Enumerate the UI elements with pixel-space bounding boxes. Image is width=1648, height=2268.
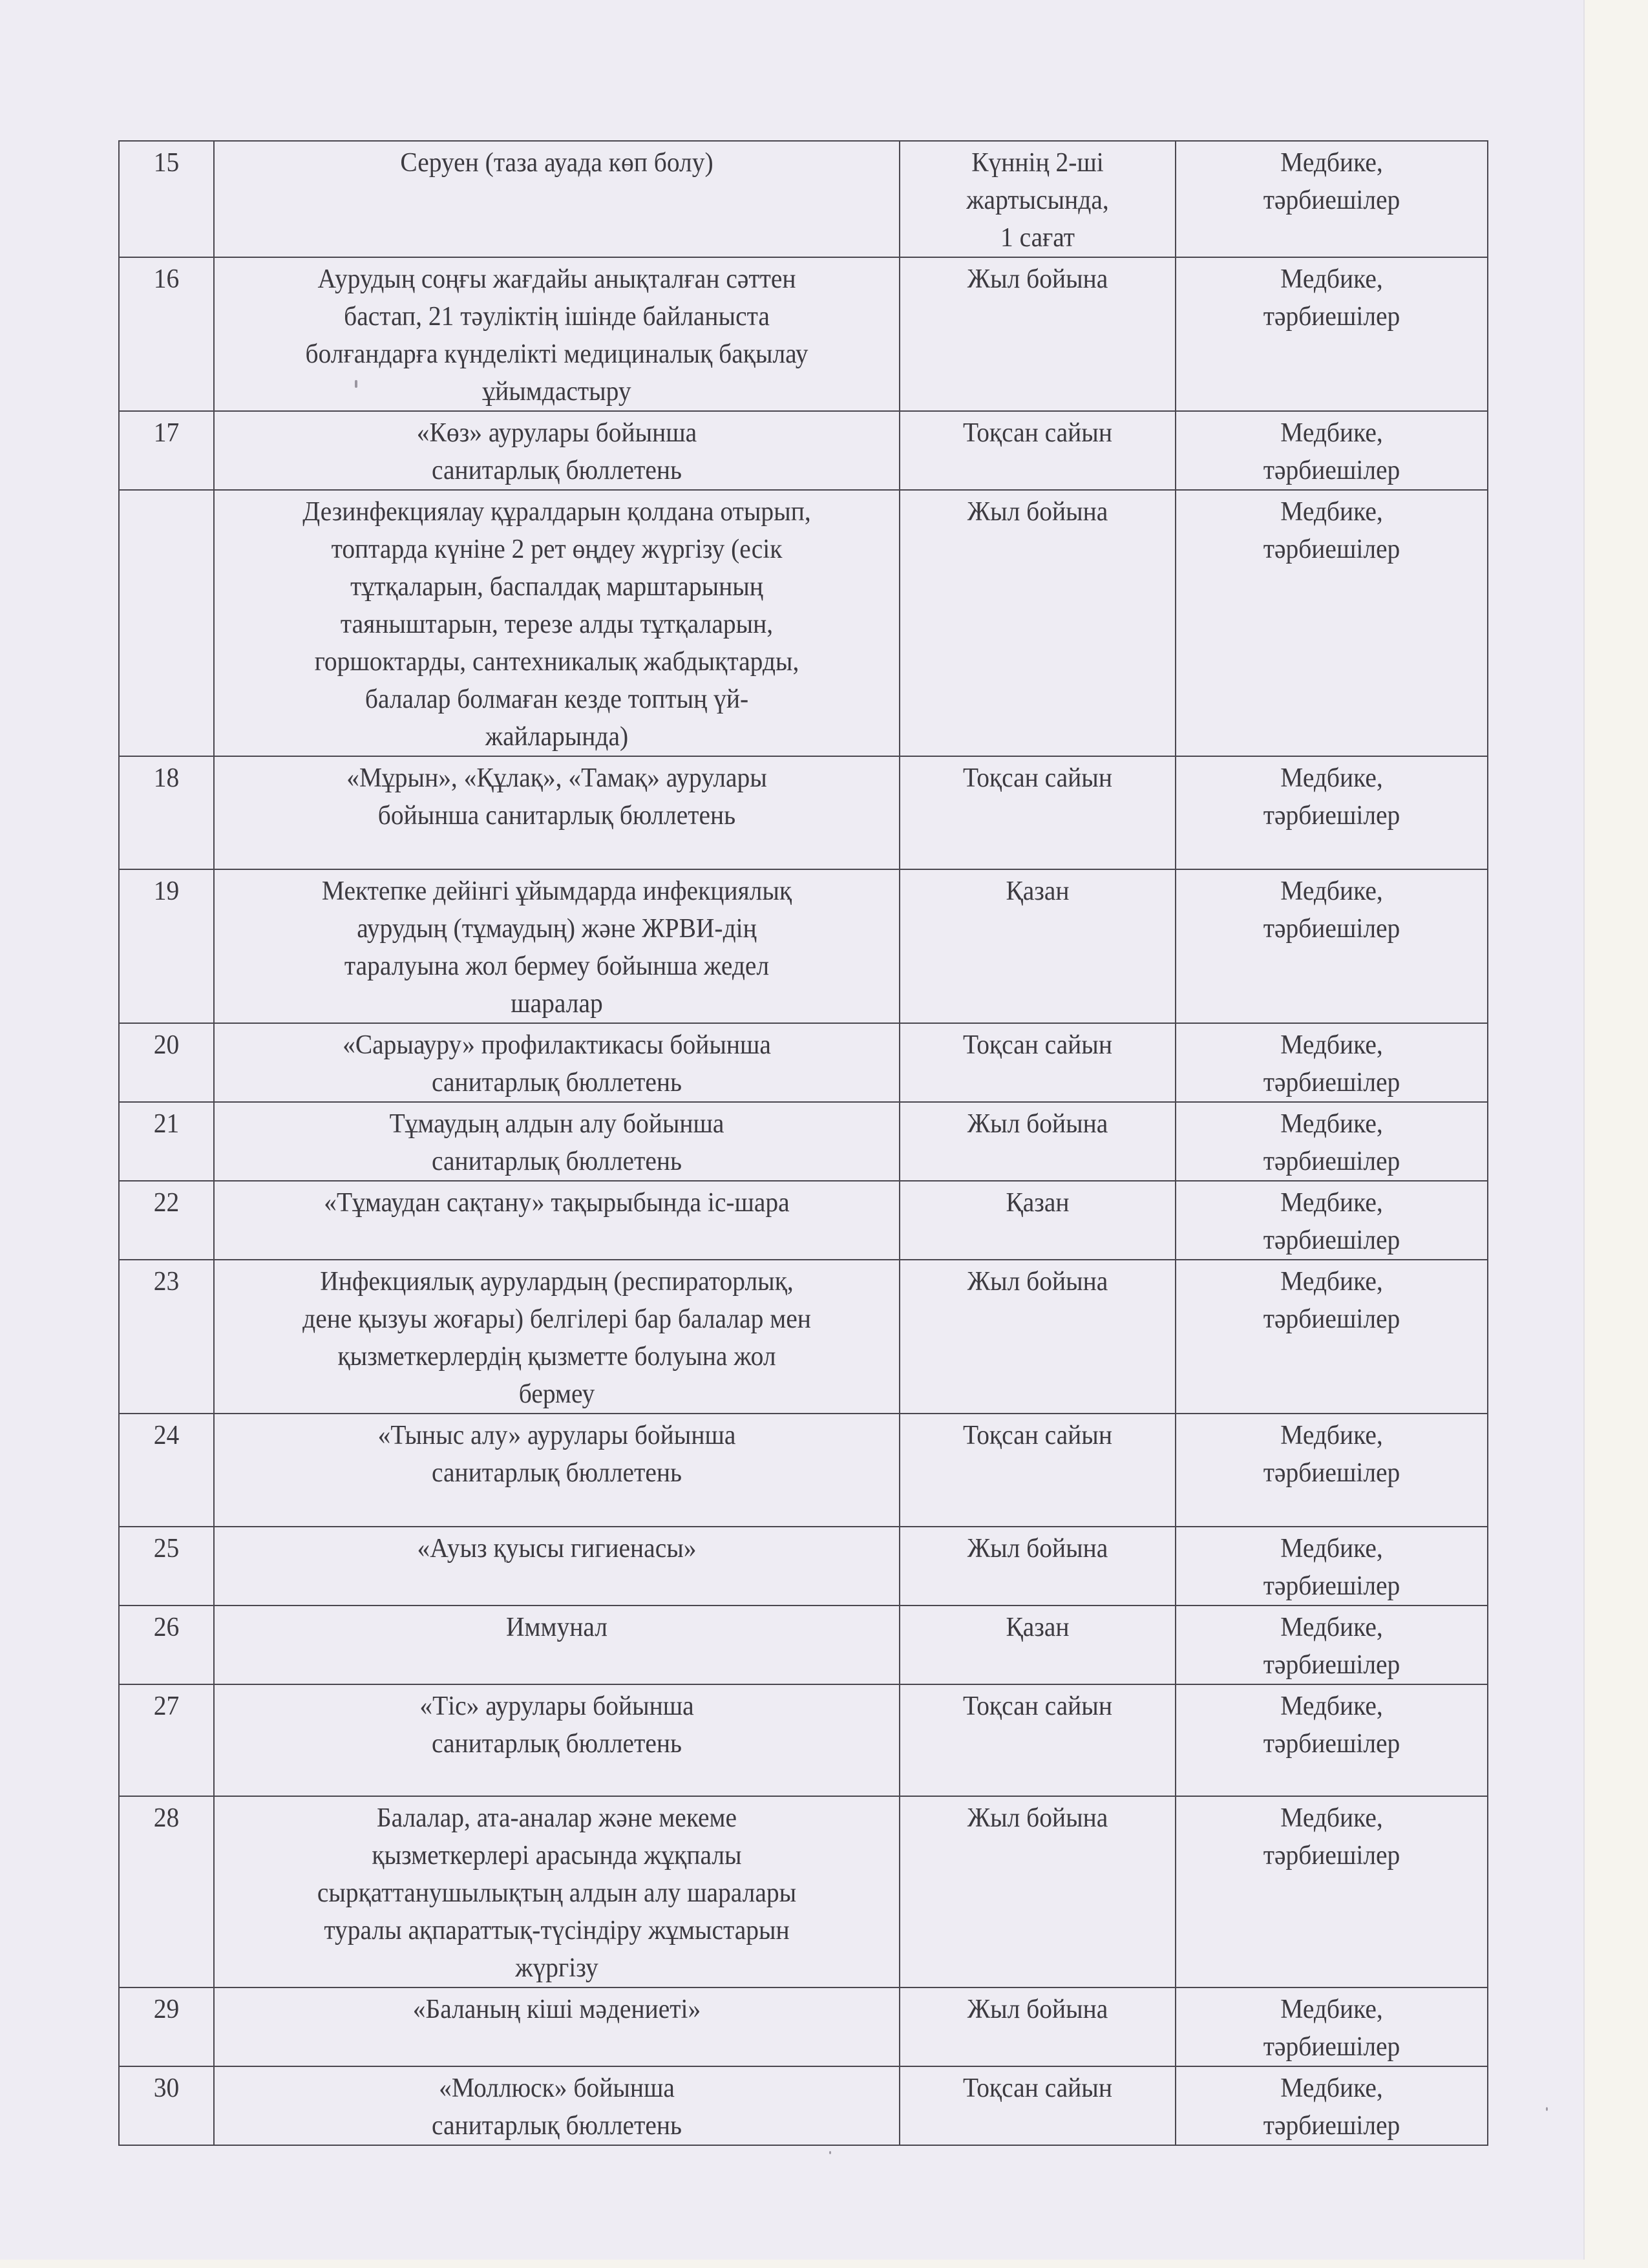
activity-cell-text: «Баланың кіші мәдениеті» xyxy=(412,1995,701,2024)
period-cell-text: Жыл бойына xyxy=(967,1803,1108,1833)
period-cell xyxy=(900,1987,1176,2066)
period-cell xyxy=(900,756,1176,869)
table-row xyxy=(119,1796,1488,1987)
responsible-cell-text: Медбике, xyxy=(1280,763,1383,793)
row-number xyxy=(119,1023,214,1102)
activity-cell xyxy=(214,2066,900,2145)
responsible-cell-text: тәрбиешілер xyxy=(1263,1571,1400,1601)
table-row xyxy=(119,257,1488,411)
row-number-text: 24 xyxy=(153,1421,180,1450)
activity-cell-text: жайларында) xyxy=(485,722,629,752)
period-cell-text: Тоқсан сайын xyxy=(963,1691,1112,1721)
row-number xyxy=(119,490,214,756)
row-number xyxy=(119,756,214,869)
period-cell xyxy=(900,1527,1176,1606)
period-cell-text: Жыл бойына xyxy=(967,1995,1108,2024)
responsible-cell-text: Медбике, xyxy=(1280,497,1383,527)
responsible-cell-text: Медбике, xyxy=(1280,1109,1383,1139)
activity-cell xyxy=(214,1023,900,1102)
activity-cell xyxy=(214,1260,900,1414)
responsible-cell-text: тәрбиешілер xyxy=(1263,302,1400,332)
responsible-cell-text: тәрбиешілер xyxy=(1263,1304,1400,1334)
table-row xyxy=(119,1181,1488,1260)
responsible-cell xyxy=(1176,1796,1488,1987)
period-cell xyxy=(900,1260,1176,1414)
activity-cell-text: «Ауыз қуысы гигиенасы» xyxy=(417,1534,697,1563)
activity-cell xyxy=(214,1181,900,1260)
responsible-cell-text: тәрбиешілер xyxy=(1263,185,1400,215)
table-row xyxy=(119,869,1488,1023)
table-row xyxy=(119,2066,1488,2145)
activity-cell-text: тұтқаларын, баспалдақ марштарының xyxy=(350,572,763,602)
activity-cell xyxy=(214,411,900,490)
activity-cell-text: шаралар xyxy=(511,989,603,1019)
activity-cell-text: Инфекциялық аурулардың (респираторлық, xyxy=(320,1267,794,1297)
responsible-cell xyxy=(1176,869,1488,1023)
activity-cell-text: аурудың (тұмаудың) және ЖРВИ-дің xyxy=(357,914,757,944)
activity-cell-text: сырқаттанушылықтың алдын алу шаралары xyxy=(317,1878,797,1908)
responsible-cell-text: тәрбиешілер xyxy=(1263,801,1400,831)
activity-cell-text: топтарда күніне 2 рет өңдеу жүргізу (есік xyxy=(331,535,783,564)
activity-cell-text: қызметкерлері арасында жұқпалы xyxy=(372,1841,742,1871)
period-cell-text: Тоқсан сайын xyxy=(963,418,1112,448)
responsible-cell xyxy=(1176,1023,1488,1102)
responsible-cell xyxy=(1176,141,1488,257)
row-number-text: 27 xyxy=(153,1691,180,1721)
row-number-text: 29 xyxy=(153,1995,180,2024)
responsible-cell xyxy=(1176,490,1488,756)
responsible-cell-text: тәрбиешілер xyxy=(1263,535,1400,564)
responsible-cell-text: тәрбиешілер xyxy=(1263,914,1400,944)
responsible-cell-text: Медбике, xyxy=(1280,264,1383,294)
activity-cell-text: таяныштарын, терезе алды тұтқаларын, xyxy=(340,609,774,639)
row-number xyxy=(119,1987,214,2066)
activity-cell-text: «Сарыауру» профилактикасы бойынша xyxy=(343,1030,771,1060)
period-cell xyxy=(900,411,1176,490)
activity-cell xyxy=(214,1987,900,2066)
row-number xyxy=(119,411,214,490)
row-number xyxy=(119,1527,214,1606)
period-cell xyxy=(900,1414,1176,1527)
responsible-cell xyxy=(1176,1102,1488,1181)
responsible-cell xyxy=(1176,1527,1488,1606)
row-number-text: 15 xyxy=(153,148,180,178)
period-cell-text: Жыл бойына xyxy=(967,264,1108,294)
responsible-cell xyxy=(1176,411,1488,490)
responsible-cell xyxy=(1176,2066,1488,2145)
responsible-cell-text: тәрбиешілер xyxy=(1263,2111,1400,2141)
period-cell xyxy=(900,1606,1176,1684)
table-row xyxy=(119,141,1488,257)
responsible-cell-text: тәрбиешілер xyxy=(1263,1147,1400,1176)
period-cell xyxy=(900,1684,1176,1796)
responsible-cell xyxy=(1176,1260,1488,1414)
period-cell xyxy=(900,869,1176,1023)
responsible-cell-text: Медбике, xyxy=(1280,1995,1383,2024)
activity-cell-text: жүргізу xyxy=(515,1953,598,1983)
responsible-cell xyxy=(1176,1987,1488,2066)
period-cell xyxy=(900,2066,1176,2145)
activity-cell-text: санитарлық бюллетень xyxy=(432,456,682,485)
activity-cell xyxy=(214,490,900,756)
responsible-cell-text: тәрбиешілер xyxy=(1263,1458,1400,1488)
row-number xyxy=(119,1796,214,1987)
activity-cell-text: «Мұрын», «Құлақ», «Тамақ» аурулары xyxy=(346,763,767,793)
scan-speck xyxy=(829,2151,831,2154)
row-number xyxy=(119,257,214,411)
period-cell-text: 1 сағат xyxy=(1000,223,1075,253)
responsible-cell-text: Медбике, xyxy=(1280,1803,1383,1833)
activity-cell xyxy=(214,1796,900,1987)
period-cell xyxy=(900,257,1176,411)
activity-cell-text: болғандарға күнделікті медициналық бақылау xyxy=(305,339,808,369)
row-number xyxy=(119,1606,214,1684)
period-cell-text: Күннің 2-ші xyxy=(971,148,1104,178)
responsible-cell-text: тәрбиешілер xyxy=(1263,1650,1400,1680)
row-number-text: 16 xyxy=(153,264,180,294)
activity-cell-text: Балалар, ата-аналар және мекеме xyxy=(376,1803,737,1833)
activity-cell-text: санитарлық бюллетень xyxy=(432,1729,682,1759)
activity-cell-text: балалар болмаған кезде топтың үй- xyxy=(364,684,749,714)
period-cell xyxy=(900,1023,1176,1102)
activity-cell xyxy=(214,1414,900,1527)
responsible-cell xyxy=(1176,756,1488,869)
responsible-cell-text: Медбике, xyxy=(1280,1691,1383,1721)
period-cell-text: Жыл бойына xyxy=(967,1267,1108,1297)
responsible-cell-text: тәрбиешілер xyxy=(1263,1729,1400,1759)
responsible-cell-text: тәрбиешілер xyxy=(1263,1841,1400,1871)
table-row xyxy=(119,411,1488,490)
row-number-text: 20 xyxy=(153,1030,180,1060)
responsible-cell-text: Медбике, xyxy=(1280,2073,1383,2103)
table-row xyxy=(119,1260,1488,1414)
activity-cell-text: «Моллюск» бойынша xyxy=(439,2073,675,2103)
period-cell-text: Қазан xyxy=(1006,1188,1070,1218)
activity-cell-text: Иммунал xyxy=(506,1613,607,1642)
period-cell-text: Жыл бойына xyxy=(967,497,1108,527)
activity-cell-text: горшоктарды, сантехникалық жабдықтарды, xyxy=(314,647,799,677)
row-number xyxy=(119,2066,214,2145)
table-row xyxy=(119,1414,1488,1527)
activity-cell xyxy=(214,141,900,257)
activity-cell-text: бермеу xyxy=(518,1379,595,1409)
responsible-cell-text: Медбике, xyxy=(1280,418,1383,448)
table-row xyxy=(119,1102,1488,1181)
activity-cell xyxy=(214,1102,900,1181)
row-number xyxy=(119,1102,214,1181)
activity-cell-text: туралы ақпараттық-түсіндіру жұмыстарын xyxy=(324,1916,790,1945)
row-number-text: 28 xyxy=(153,1803,180,1833)
period-cell xyxy=(900,1796,1176,1987)
responsible-cell-text: тәрбиешілер xyxy=(1263,456,1400,485)
activity-cell xyxy=(214,257,900,411)
activity-cell-text: Аурудың соңғы жағдайы анықталған сәттен xyxy=(317,264,796,294)
period-cell-text: Қазан xyxy=(1006,876,1070,906)
period-cell-text: Тоқсан сайын xyxy=(963,1421,1112,1450)
row-number xyxy=(119,1414,214,1527)
responsible-cell xyxy=(1176,1684,1488,1796)
table-row xyxy=(119,1606,1488,1684)
activity-cell-text: таралуына жол бермеу бойынша жедел xyxy=(344,951,770,981)
responsible-cell-text: тәрбиешілер xyxy=(1263,1068,1400,1097)
activity-cell-text: бастап, 21 тәуліктің ішінде байланыста xyxy=(344,302,770,332)
table-row xyxy=(119,1527,1488,1606)
row-number xyxy=(119,141,214,257)
activity-cell-text: санитарлық бюллетень xyxy=(432,1068,682,1097)
responsible-cell xyxy=(1176,1606,1488,1684)
responsible-cell-text: Медбике, xyxy=(1280,1421,1383,1450)
activity-cell-text: Серуен (таза ауада көп болу) xyxy=(400,148,713,178)
period-cell xyxy=(900,490,1176,756)
activity-cell-text: санитарлық бюллетень xyxy=(432,1458,682,1488)
responsible-cell xyxy=(1176,1414,1488,1527)
activity-cell xyxy=(214,1684,900,1796)
row-number-text: 18 xyxy=(153,763,180,793)
responsible-cell-text: Медбике, xyxy=(1280,1613,1383,1642)
table-row xyxy=(119,1684,1488,1796)
table-body xyxy=(119,141,1488,2145)
activity-cell xyxy=(214,869,900,1023)
activity-cell xyxy=(214,1606,900,1684)
activity-cell-text: «Тіс» аурулары бойынша xyxy=(419,1691,694,1721)
responsible-cell xyxy=(1176,257,1488,411)
responsible-cell-text: Медбике, xyxy=(1280,148,1383,178)
row-number-text: 17 xyxy=(153,418,180,448)
activity-cell-text: санитарлық бюллетень xyxy=(432,2111,682,2141)
row-number-text: 30 xyxy=(153,2073,180,2103)
period-cell-text: Тоқсан сайын xyxy=(963,2073,1112,2103)
period-cell-text: Тоқсан сайын xyxy=(963,763,1112,793)
period-cell xyxy=(900,141,1176,257)
activity-cell-text: қызметкерлердің қызметте болуына жол xyxy=(337,1342,776,1372)
responsible-cell xyxy=(1176,1181,1488,1260)
period-cell xyxy=(900,1102,1176,1181)
activity-cell-text: Дезинфекциялау құралдарын қолдана отырып, xyxy=(302,497,811,527)
responsible-cell-text: Медбике, xyxy=(1280,1188,1383,1218)
row-number-text: 23 xyxy=(153,1267,180,1297)
table-row xyxy=(119,1987,1488,2066)
activity-cell-text: «Көз» аурулары бойынша xyxy=(416,418,697,448)
responsible-cell-text: Медбике, xyxy=(1280,1267,1383,1297)
responsible-cell-text: тәрбиешілер xyxy=(1263,1225,1400,1255)
activity-cell-text: бойынша санитарлық бюллетень xyxy=(377,801,736,831)
row-number-text: 21 xyxy=(153,1109,180,1139)
period-cell-text: Жыл бойына xyxy=(967,1109,1108,1139)
activity-cell-text: «Тыныс алу» аурулары бойынша xyxy=(377,1421,736,1450)
row-number-text: 19 xyxy=(153,876,180,906)
activity-cell-text: «Тұмаудан сақтану» тақырыбында іс-шара xyxy=(324,1188,790,1218)
row-number-text: 25 xyxy=(153,1534,180,1563)
responsible-cell-text: тәрбиешілер xyxy=(1263,2032,1400,2062)
activity-cell-text: Тұмаудың алдын алу бойынша xyxy=(389,1109,724,1139)
activity-plan-table xyxy=(118,140,1488,2146)
table-row xyxy=(119,1023,1488,1102)
activity-cell-text: Мектепке дейінгі ұйымдарда инфекциялық xyxy=(321,876,792,906)
responsible-cell-text: Медбике, xyxy=(1280,1030,1383,1060)
period-cell-text: Жыл бойына xyxy=(967,1534,1108,1563)
table-row xyxy=(119,756,1488,869)
responsible-cell-text: Медбике, xyxy=(1280,876,1383,906)
activity-cell xyxy=(214,1527,900,1606)
row-number-text: 22 xyxy=(153,1188,180,1218)
activity-cell-text: санитарлық бюллетень xyxy=(432,1147,682,1176)
period-cell-text: Тоқсан сайын xyxy=(963,1030,1112,1060)
row-number xyxy=(119,1181,214,1260)
scan-speck xyxy=(1546,2107,1548,2111)
activity-cell xyxy=(214,756,900,869)
activity-cell-text: дене қызуы жоғары) белгілері бар балалар мен xyxy=(302,1304,811,1334)
period-cell-text: Қазан xyxy=(1006,1613,1070,1642)
responsible-cell-text: Медбике, xyxy=(1280,1534,1383,1563)
activity-cell-text: ұйымдастыру xyxy=(482,377,631,407)
row-number-text: 26 xyxy=(153,1613,180,1642)
table-row xyxy=(119,490,1488,756)
row-number xyxy=(119,869,214,1023)
row-number xyxy=(119,1260,214,1414)
row-number xyxy=(119,1684,214,1796)
period-cell-text: жартысында, xyxy=(966,185,1109,215)
period-cell xyxy=(900,1181,1176,1260)
scan-speck xyxy=(355,380,357,388)
